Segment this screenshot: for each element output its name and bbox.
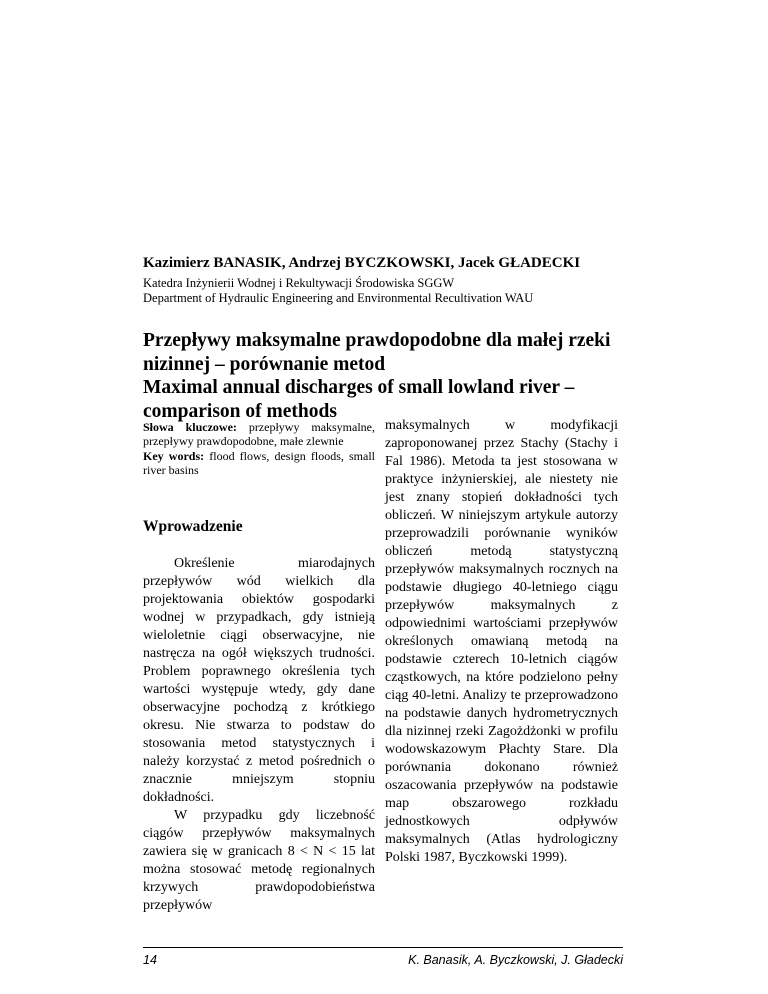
page-number: 14 bbox=[143, 953, 157, 967]
title-line: Przepływy maksymalne prawdopodobne dla małej rzeki bbox=[143, 330, 611, 351]
section-heading: Wprowadzenie bbox=[143, 518, 243, 535]
footer-rule bbox=[143, 947, 623, 948]
keywords-english-label: Key words: bbox=[143, 449, 205, 463]
footer-authors: K. Banasik, A. Byczkowski, J. Gładecki bbox=[408, 953, 623, 967]
right-column bbox=[385, 417, 618, 867]
paragraph: W przypadku gdy liczebność ciągów przepływów maksymalnych zawiera się w granicach 8 < N < 15 lat można stosować metodę regionalnych krzywych prawdopodobieństwa przepływów bbox=[143, 808, 375, 913]
keywords-polish-text: przepływy maksymalne, przepływy prawdopodobne, małe zlewnie bbox=[143, 420, 376, 448]
affiliation-polish: Katedra Inżynierii Wodnej i Rekultywacji Środowiska SGGW bbox=[143, 276, 455, 290]
keywords-polish-label: Słowa kluczowe: bbox=[143, 420, 237, 434]
article-title bbox=[143, 329, 613, 423]
keywords-english bbox=[143, 449, 375, 477]
affiliation-english: Department of Hydraulic Engineering and Environmental Recultivation WAU bbox=[143, 291, 534, 305]
keywords-polish bbox=[143, 420, 375, 448]
title-line: comparison of methods bbox=[143, 400, 337, 422]
title-line: nizinnej – porównanie metod bbox=[143, 353, 386, 375]
left-column bbox=[143, 420, 375, 915]
paragraph: Określenie miarodajnych przepływów wód wielkich dla projektowania obiektów gospodarki wodnej w przypadkach, gdy istnieją wieloletnie ciągi obserwacyjne, nie nastręcza na ogół większych trudności. Problem poprawnego określenia tych wartości występuje wtedy, gdy dane obserwacyjne pochodzą z krótkiego okresu. Nie stwarza to podstaw do stosowania metod statystycznych i należy korzystać z metod pośrednich o znacznie mniejszym stopniu dokładności. bbox=[143, 556, 375, 805]
keywords-english-text: flood flows, design floods, small river basins bbox=[143, 449, 376, 477]
title-line: Maximal annual discharges of small lowland river – bbox=[143, 377, 575, 398]
authors: Kazimierz BANASIK, Andrzej BYCZKOWSKI, Jacek GŁADECKI bbox=[143, 255, 581, 271]
paragraph: maksymalnych w modyfikacji zaproponowanej przez Stachy (Stachy i Fal 1986). Metoda ta jest stosowana w praktyce inżynierskiej, ale niestety nie jest znany stopień dokładności tych obliczeń. W niniejszym artykule autorzy przeprowadzili porównanie wyników obliczeń metodą statystyczną przepływów maksymalnych rocznych na podstawie długiego 40-letniego ciągu przepływów maksymalnych z odpowiednimi wartościami przepływów określonych omawianą metodą na podstawie czterech 10-letnich ciągów cząstkowych, na które podzielono pełny ciąg 40-letni. Analizy te przeprowadzono na podstawie danych hydrometrycznych dla nizinnej rzeki Zagożdżonki w profilu wodowskazowym Płachty Stare. Dla porównania dokonano również oszacowania przepływów na podstawie map obszarowego rozkładu jednostkowych odpływów maksymalnych (Atlas hydrologiczny Polski 1987, Byczkowski 1999). bbox=[385, 418, 618, 865]
